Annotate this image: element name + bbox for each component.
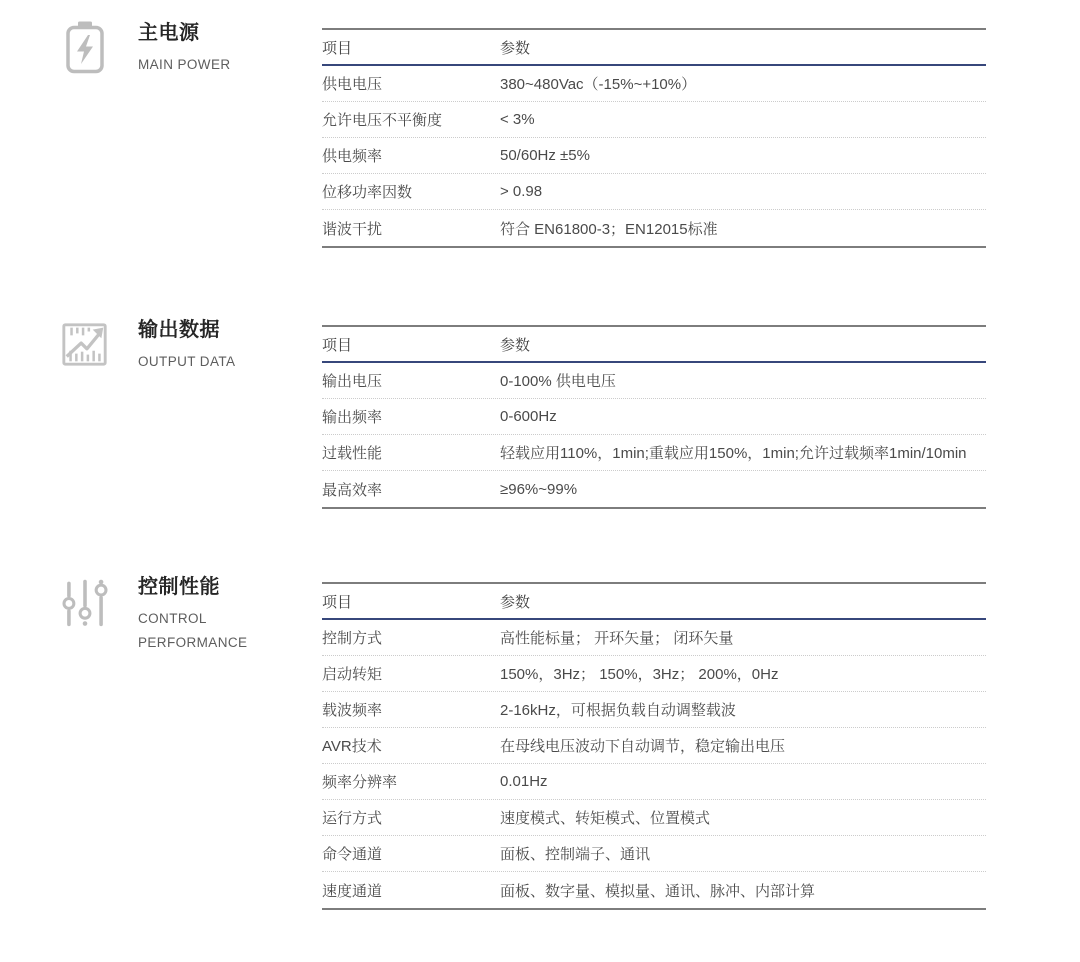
spec-row bbox=[322, 728, 986, 764]
table-header-row bbox=[322, 30, 986, 66]
spec-row bbox=[322, 174, 986, 210]
value-cell: 符合 EN61800-3；EN12015标准 bbox=[500, 220, 718, 238]
control-sliders-icon bbox=[60, 574, 110, 630]
spec-row bbox=[322, 620, 986, 656]
section-title-en: MAIN POWER bbox=[138, 57, 231, 72]
value-cell: 0.01Hz bbox=[500, 773, 548, 790]
value-cell: < 3% bbox=[500, 111, 535, 128]
spec-row bbox=[322, 138, 986, 174]
spec-row bbox=[322, 435, 986, 471]
section-title-zh: 主电源 bbox=[138, 22, 200, 44]
header-cell: 项目 bbox=[322, 336, 353, 354]
value-cell: 150%，3Hz； 150%，3Hz； 200%，0Hz bbox=[500, 666, 779, 683]
item-cell: 运行方式 bbox=[322, 810, 383, 827]
section-title-en: CONTROL PERFORMANCE bbox=[138, 611, 248, 650]
value-cell: 轻载应用110%，1min;重载应用150%，1min;允许过载频率1min/10min bbox=[500, 445, 967, 462]
item-cell: 谐波干扰 bbox=[322, 220, 383, 238]
item-cell: 过载性能 bbox=[322, 445, 383, 462]
header-cell: 项目 bbox=[322, 593, 353, 611]
main-power-table bbox=[322, 28, 986, 248]
section-header-control-performance bbox=[0, 574, 322, 654]
control-performance-table bbox=[322, 582, 986, 910]
output-chart-icon bbox=[60, 317, 110, 373]
section-control-performance bbox=[0, 576, 1080, 910]
section-header-main-power bbox=[0, 20, 322, 77]
spec-row bbox=[322, 399, 986, 435]
section-title-en: OUTPUT DATA bbox=[138, 354, 236, 369]
spec-row bbox=[322, 66, 986, 102]
item-cell: 最高效率 bbox=[322, 481, 383, 499]
section-titles bbox=[138, 20, 231, 77]
value-cell: 50/60Hz ±5% bbox=[500, 147, 590, 164]
spec-row bbox=[322, 363, 986, 399]
header-cell: 项目 bbox=[322, 39, 353, 57]
item-cell: 输出频率 bbox=[322, 409, 383, 426]
section-header-output-data bbox=[0, 317, 322, 374]
spec-row bbox=[322, 102, 986, 138]
header-cell: 参数 bbox=[500, 39, 531, 57]
spec-row bbox=[322, 836, 986, 872]
item-cell: 命令通道 bbox=[322, 846, 383, 863]
item-cell: 位移功率因数 bbox=[322, 184, 413, 201]
value-cell: 380~480Vac（-15%~+10%） bbox=[500, 76, 697, 93]
battery-power-icon bbox=[60, 20, 110, 76]
section-titles bbox=[138, 574, 280, 654]
value-cell: 面板、控制端子、通讯 bbox=[500, 846, 651, 863]
spec-row bbox=[322, 872, 986, 908]
spec-row bbox=[322, 800, 986, 836]
section-title-zh: 输出数据 bbox=[138, 319, 220, 341]
value-cell: 0-600Hz bbox=[500, 408, 557, 425]
section-output-data bbox=[0, 319, 1080, 509]
value-cell: 速度模式、转矩模式、位置模式 bbox=[500, 810, 711, 827]
value-cell: 在母线电压波动下自动调节，稳定输出电压 bbox=[500, 738, 786, 755]
value-cell: 2-16kHz，可根据负载自动调整载波 bbox=[500, 702, 736, 719]
spec-row bbox=[322, 210, 986, 246]
output-data-table bbox=[322, 325, 986, 509]
header-cell: 参数 bbox=[500, 593, 531, 611]
item-cell: 速度通道 bbox=[322, 882, 383, 900]
item-cell: 输出电压 bbox=[322, 373, 383, 390]
value-cell: 0-100% 供电电压 bbox=[500, 373, 616, 390]
item-cell: 允许电压不平衡度 bbox=[322, 112, 443, 129]
item-cell: AVR技术 bbox=[322, 738, 382, 755]
section-title-zh: 控制性能 bbox=[138, 576, 220, 598]
table-header-row bbox=[322, 584, 986, 620]
spec-row bbox=[322, 471, 986, 507]
section-titles bbox=[138, 317, 235, 374]
item-cell: 载波频率 bbox=[322, 702, 383, 719]
header-cell: 参数 bbox=[500, 336, 531, 354]
section-main-power bbox=[0, 22, 1080, 248]
item-cell: 启动转矩 bbox=[322, 666, 383, 683]
value-cell: 面板、数字量、模拟量、通讯、脉冲、内部计算 bbox=[500, 882, 816, 900]
item-cell: 供电电压 bbox=[322, 76, 383, 93]
value-cell: ≥96%~99% bbox=[500, 480, 578, 498]
value-cell: > 0.98 bbox=[500, 183, 543, 200]
item-cell: 供电频率 bbox=[322, 148, 383, 165]
spec-row bbox=[322, 692, 986, 728]
spec-row bbox=[322, 656, 986, 692]
value-cell: 高性能标量； 开环矢量； 闭环矢量 bbox=[500, 630, 734, 647]
item-cell: 频率分辨率 bbox=[322, 774, 398, 791]
spec-row bbox=[322, 764, 986, 800]
table-header-row bbox=[322, 327, 986, 363]
item-cell: 控制方式 bbox=[322, 630, 383, 647]
